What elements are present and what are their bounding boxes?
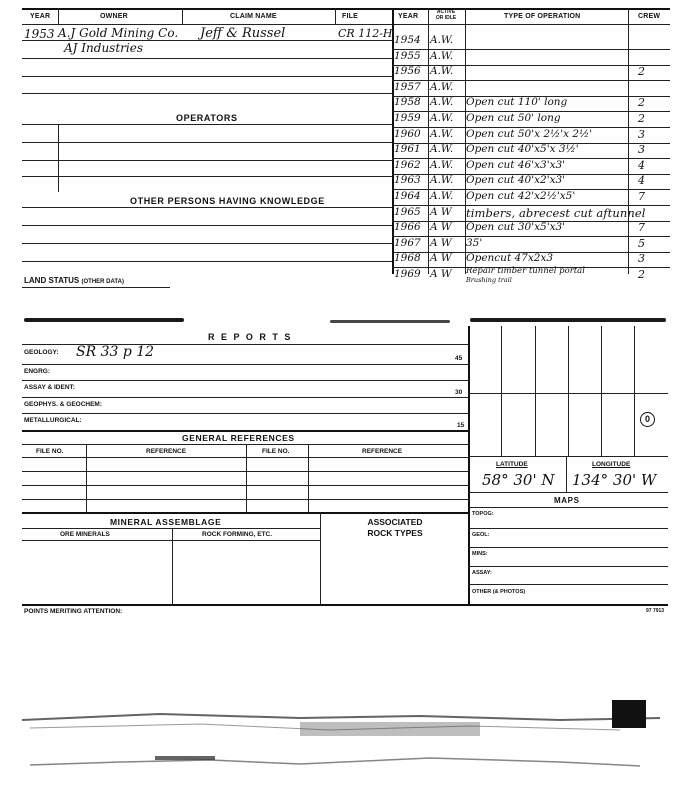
geology-value: SR 33 p 12 xyxy=(76,344,155,360)
operators-line-3 xyxy=(22,176,392,177)
history-year: 1956 xyxy=(394,65,421,78)
history-operation: Opencut 47x2x3 xyxy=(466,252,554,265)
header-bottom-rule xyxy=(22,24,670,25)
assay-ident-line xyxy=(22,397,468,398)
history-operation: Open cut 110' long xyxy=(466,96,568,109)
header-owner: OWNER xyxy=(100,13,128,20)
scan-smear-left xyxy=(24,318,184,322)
mineral-assemblage-heading: MINERAL ASSEMBLAGE xyxy=(110,517,222,527)
latitude-value: 58° 30' N xyxy=(482,471,555,489)
history-year: 1963 xyxy=(394,174,421,187)
claim-line-1 xyxy=(22,40,392,41)
latitude-label: LATITUDE xyxy=(496,461,528,468)
history-operation: Open cut 50'x 2½'x 2½' xyxy=(466,127,593,140)
grid-v-2 xyxy=(535,326,536,456)
assay-label: ASSAY: xyxy=(472,570,492,576)
history-crew: 2 xyxy=(638,96,645,110)
history-year: 1955 xyxy=(394,49,421,62)
ref-line-3 xyxy=(22,499,468,500)
topog-label: TOPOG: xyxy=(472,511,494,517)
maps-heading: MAPS xyxy=(554,496,580,505)
history-status: A.W. xyxy=(430,174,454,187)
history-crew: 4 xyxy=(638,158,645,172)
land-status-heading xyxy=(24,276,124,285)
grid-v-1 xyxy=(501,326,502,456)
other-persons-heading: OTHER PERSONS HAVING KNOWLEDGE xyxy=(130,196,325,206)
ref-header-line xyxy=(22,457,468,458)
history-operation-line2: Brushing trail xyxy=(466,276,512,284)
associated-rock-types-heading xyxy=(322,517,468,539)
claim-line-4 xyxy=(22,93,392,94)
mineral-col-sep xyxy=(172,528,173,604)
operators-heading: OPERATORS xyxy=(176,113,238,123)
history-crew: 5 xyxy=(638,236,645,250)
history-crew: 2 xyxy=(638,112,645,125)
maps-rule xyxy=(468,507,668,508)
topog-line xyxy=(468,528,668,529)
history-status: A.W. xyxy=(430,34,454,46)
scan-smear-right xyxy=(470,318,666,322)
history-status: A.W. xyxy=(430,158,454,171)
history-crew: 4 xyxy=(638,174,645,188)
other-photos-label: OTHER (& PHOTOS) xyxy=(472,589,526,595)
latlong-sep xyxy=(566,456,567,492)
history-status: A.W. xyxy=(430,96,454,109)
header-active-line2: OR IDLE xyxy=(435,15,457,21)
sep-history-active xyxy=(465,8,466,274)
reports-num-30: 30 xyxy=(455,389,463,396)
history-year: 1954 xyxy=(394,34,421,46)
grid-v-3 xyxy=(568,326,569,456)
history-operation: timbers, abrecest cut aftunnel xyxy=(466,205,646,220)
grid-h-1 xyxy=(468,393,668,394)
land-status-rule xyxy=(22,287,170,288)
reports-num-45: 45 xyxy=(455,355,463,362)
sep-history-crew xyxy=(628,8,629,274)
ref-col-sep-1 xyxy=(86,444,87,513)
history-year: 1967 xyxy=(394,236,421,249)
history-status: A W xyxy=(430,205,452,218)
metallurgical-line xyxy=(22,430,468,432)
history-crew: 7 xyxy=(638,190,645,203)
history-status: A.W. xyxy=(430,143,454,156)
history-crew: 2 xyxy=(638,268,645,281)
rock-forming-label: ROCK FORMING, ETC. xyxy=(202,531,273,538)
grid-v-4 xyxy=(601,326,602,456)
claim-name: Jeff & Russel xyxy=(200,26,286,41)
history-crew: 3 xyxy=(638,252,645,266)
history-year: 1959 xyxy=(394,112,421,124)
history-operation: Open cut 46'x3'x3' xyxy=(466,158,566,171)
ref-file-no-2: FILE NO. xyxy=(262,448,290,455)
reports-heading: R E P O R T S xyxy=(208,332,293,342)
history-status: A.W. xyxy=(430,49,454,62)
other-persons-rule xyxy=(22,207,392,208)
header-claim-name: CLAIM NAME xyxy=(230,13,277,20)
header-type-of-operation: TYPE OF OPERATION xyxy=(504,13,581,20)
mineral-rule xyxy=(22,528,320,529)
sep-claim xyxy=(335,8,336,24)
history-year: 1957 xyxy=(394,80,421,93)
ref-line-2 xyxy=(22,485,468,486)
history-operation: Open cut 50' long xyxy=(466,112,561,124)
history-operation: Open cut 40'x2'x3' xyxy=(466,174,566,187)
land-status-note: (OTHER DATA) xyxy=(81,279,124,285)
header-crew: CREW xyxy=(638,13,661,20)
history-crew: 7 xyxy=(638,221,645,235)
sep-year xyxy=(58,8,59,24)
history-operation: 35' xyxy=(466,236,483,249)
claim-line-3 xyxy=(22,76,392,77)
operators-col-sep xyxy=(58,124,59,192)
sep-owner xyxy=(182,8,183,24)
history-status: A.W. xyxy=(430,112,454,124)
other-persons-line-3 xyxy=(22,261,392,262)
history-year: 1962 xyxy=(394,158,421,171)
claim-file: CR 112-H xyxy=(338,27,393,40)
history-year: 1966 xyxy=(394,221,421,234)
header-year-2: YEAR xyxy=(398,13,419,20)
history-status: A.W. xyxy=(430,65,454,78)
form-code: 97 7913 xyxy=(646,608,665,614)
land-status-label: LAND STATUS xyxy=(24,276,80,285)
mins-label: MINS: xyxy=(472,551,488,557)
geophys-label: GEOPHYS. & GEOCHEM: xyxy=(24,401,103,408)
history-year: 1960 xyxy=(394,127,421,140)
other-persons-line-2 xyxy=(22,243,392,244)
ref-reference-2: REFERENCE xyxy=(362,448,403,455)
latlong-top-line xyxy=(468,456,668,457)
operators-line-1 xyxy=(22,142,392,143)
ref-file-no-1: FILE NO. xyxy=(36,448,64,455)
reports-num-15: 15 xyxy=(457,422,465,429)
history-operation: Open cut 42'x2½'x5' xyxy=(466,190,576,202)
other-persons-line-1 xyxy=(22,225,392,226)
header-active-line1: ACTIVE xyxy=(436,9,456,15)
geology-line xyxy=(22,364,468,365)
header-active xyxy=(428,9,464,21)
history-status: A.W. xyxy=(430,80,454,93)
geol-label: GEOL: xyxy=(472,532,490,538)
history-status: A W xyxy=(430,252,452,265)
history-status: A W xyxy=(430,268,452,280)
assay-ident-label: ASSAY & IDENT: xyxy=(24,384,75,391)
history-operation: Open cut 40'x5'x 3½' xyxy=(466,143,579,156)
scan-smear-mid xyxy=(330,320,450,323)
grid-v-5 xyxy=(634,326,635,456)
engrg-line xyxy=(22,380,468,381)
mineral-associated-sep xyxy=(320,512,321,604)
history-year: 1968 xyxy=(394,252,421,265)
history-year: 1961 xyxy=(394,143,421,156)
divider-reports-right xyxy=(468,326,470,604)
mins-line xyxy=(468,566,668,567)
operators-line-2 xyxy=(22,160,392,161)
history-status: A W xyxy=(430,221,452,234)
ref-reference-1: REFERENCE xyxy=(146,448,187,455)
history-operation: Open cut 30'x5'x3' xyxy=(466,221,566,234)
history-crew: 2 xyxy=(638,65,645,79)
ore-minerals-label: ORE MINERALS xyxy=(60,531,110,538)
divider-history xyxy=(392,8,394,274)
history-status: A.W. xyxy=(430,127,454,140)
longitude-value: 134° 30' W xyxy=(572,471,657,489)
claim-line-2 xyxy=(22,58,392,59)
history-status: A.W. xyxy=(430,190,454,202)
associated-line2: ROCK TYPES xyxy=(367,528,423,538)
geology-label: GEOLOGY: xyxy=(24,349,59,356)
claim-year: 1953 xyxy=(24,27,55,41)
history-year: 1969 xyxy=(394,268,421,280)
history-year: 1965 xyxy=(394,205,421,218)
ref-col-sep-3 xyxy=(308,444,309,513)
history-status: A W xyxy=(430,236,452,249)
geophys-line xyxy=(22,413,468,414)
history-year: 1958 xyxy=(394,96,421,109)
sep-history-year xyxy=(428,8,429,274)
general-references-rule xyxy=(22,444,468,445)
claim-owner-line1: A.J Gold Mining Co. xyxy=(58,26,179,40)
metallurgical-label: METALLURGICAL: xyxy=(24,417,82,424)
longitude-label: LONGITUDE xyxy=(592,461,631,468)
top-border xyxy=(22,8,670,10)
history-crew: 3 xyxy=(638,143,645,157)
points-meriting-label: POINTS MERITING ATTENTION: xyxy=(24,608,123,615)
associated-line1: ASSOCIATED xyxy=(367,517,423,527)
assay-line xyxy=(468,584,668,585)
operators-rule xyxy=(22,124,392,125)
ref-line-1 xyxy=(22,471,468,472)
history-crew: 3 xyxy=(638,127,645,141)
history-operation: Repair timber tunnel portal xyxy=(466,266,585,276)
header-year: YEAR xyxy=(30,13,51,20)
general-references-heading: GENERAL REFERENCES xyxy=(182,433,295,443)
ref-col-sep-2 xyxy=(246,444,247,513)
history-year: 1964 xyxy=(394,190,421,202)
mineral-header-line xyxy=(22,540,320,541)
mineral-bottom-line xyxy=(22,604,668,606)
scan-noise xyxy=(0,690,678,800)
maps-top-line xyxy=(468,492,668,493)
grid-mark-circle: 0 xyxy=(640,412,655,427)
ref-bottom-line xyxy=(22,512,468,514)
geol-line xyxy=(468,547,668,548)
claim-owner-line2: AJ Industries xyxy=(64,41,143,55)
header-file: FILE xyxy=(342,13,358,20)
engrg-label: ENGRG: xyxy=(24,368,50,375)
